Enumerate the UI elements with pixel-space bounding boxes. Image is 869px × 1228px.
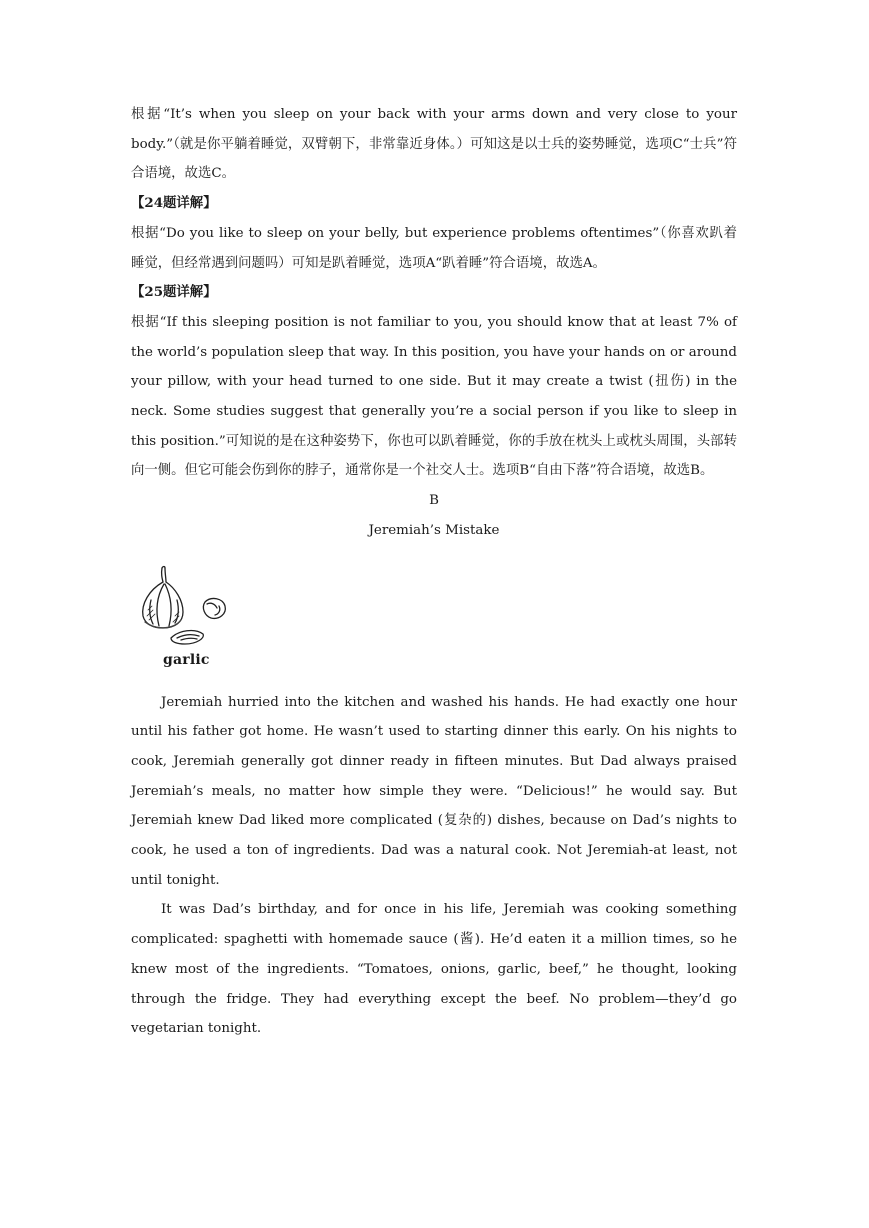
explanation-24: 根据“Do you like to sleep on your belly, but experience problems oftentimes”（你喜欢趴着睡觉，但经常遇到问题吗）可知是趴着睡觉，选项A“趴着睡”符合语境，故选A。 [131,225,737,271]
story-paragraph-2: It was Dad’s birthday, and for once in his life, Jeremiah was cooking something complicated: spaghetti with homemade sauce (酱). He’d eaten it a million times, so he knew most of the ingredients. “Tomatoes, onions, garlic, beef,” he thought, looking through the fridge. They had everything except the beef. No problem—they’d go vegetarian tonight. [131,902,737,1037]
garlic-figure [135,560,235,684]
document-page [131,100,737,1044]
section-letter: B [429,493,439,509]
story-paragraph-1: Jeremiah hurried into the kitchen and washed his hands. He had exactly one hour until his father got home. He wasn’t used to starting dinner this early. On his nights to cook, Jeremiah generally got dinner ready in fifteen minutes. But Dad always praised Jeremiah’s meals, no matter how simple they were. “Delicious!” he would say. But Jeremiah knew Dad liked more complicated (复杂的) dishes, because on Dad’s nights to cook, he used a ton of ingredients. Dad was a natural cook. Not Jeremiah-at least, not until tonight. [131,694,737,888]
garlic-icon [135,560,235,655]
heading-24: 【24题详解】 [131,195,217,212]
explanation-23: 根据“It’s when you sleep on your back with your arms down and very close to your body.”（就是你平躺着睡觉，双臂朝下，非常靠近身体。）可知这是以士兵的姿势睡觉，选项C“士兵”符合语境，故选C。 [131,107,737,182]
garlic-caption: garlic [163,651,210,668]
heading-25: 【25题详解】 [131,284,217,301]
story-title: Jeremiah’s Mistake [368,522,500,538]
explanation-25: 根据“If this sleeping position is not familiar to you, you should know that at least 7% of the world’s population sleep that way. In this position, you have your hands on or around your pillow, with your head turned to one side. But it may create a twist (扭伤) in the neck. Some studies suggest that generally you’re a social person if you like to sleep in this position.”可知说的是在这种姿势下，你也可以趴着睡觉，你的手放在枕头上或枕头周围，头部转向一侧。但它可能会伤到你的脖子，通常你是一个社交人士。选项B“自由下落”符合语境，故选B。 [131,314,737,479]
